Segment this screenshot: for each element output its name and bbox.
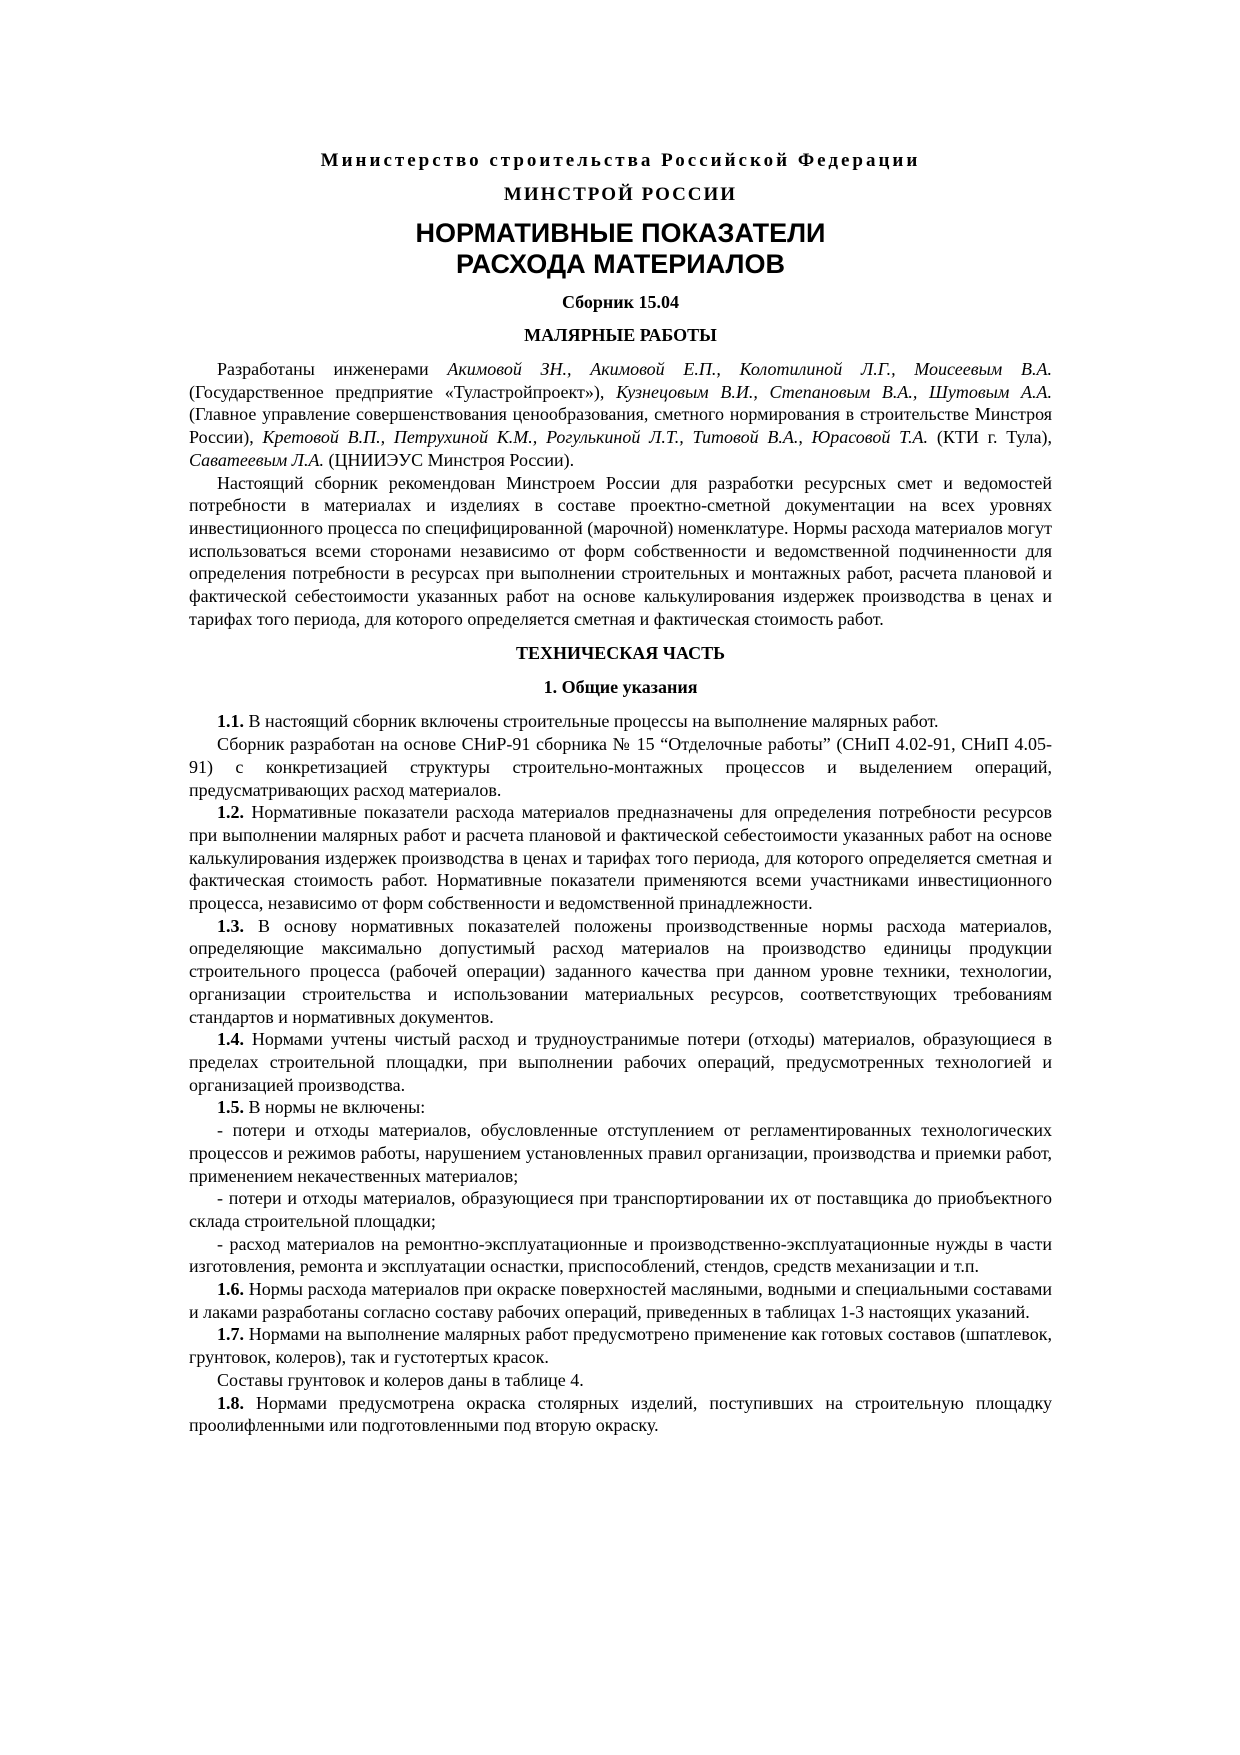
- clause-1-1-continued: Сборник разработан на основе СНиР-91 сборника № 15 “Отделочные работы” (СНиП 4.02-91, СНиП 4.05-91) с конкретизацией структуры строительно-монтажных процессов и выделением операций, предусматривающих расход материалов.: [189, 734, 1052, 800]
- clause-1-5-item-a: - потери и отходы материалов, обусловленные отступлением от регламентированных технологических процессов и режимов работы, нарушением установленных правил организации, производства и приемки работ, применением некачественных материалов;: [189, 1120, 1052, 1186]
- clause-1-6: 1.6. Нормы расхода материалов при окраске поверхностей масляными, водными и специальными составами и лаками разработаны согласно составу рабочих операций, приведенных в таблицах 1-3 настоящих указаний.: [189, 1279, 1052, 1322]
- clause-1-7: 1.7. Нормами на выполнение малярных работ предусмотрено применение как готовых составов (шпатлевок, грунтовок, колеров), так и густотертых красок.: [189, 1324, 1052, 1368]
- clause-1-8: 1.8. Нормами предусмотрена окраска столярных изделий, поступивших на строительную площадку проолифленными или подготовленными под вторую окраску.: [189, 1392, 1052, 1436]
- ministry-name: Министерство строительства Российской Федерации: [320, 150, 921, 171]
- clause-1-3: 1.3. В основу нормативных показателей положены производственные нормы расхода материалов, определяющие максимально допустимый расход материалов на производство единицы продукции строительного процесса (рабочей операции) заданного качества при данном уровне техники, технологии, организации строительства и использовании материальных ресурсов, соответствующих требованиям стандартов и нормативных документов.: [189, 915, 1052, 1027]
- clause-1-7-continued: Составы грунтовок и колеров даны в таблице 4.: [217, 1369, 584, 1390]
- clause-1-5: 1.5. В нормы не включены:: [217, 1097, 426, 1118]
- clause-1-2: 1.2. Нормативные показатели расхода материалов предназначены для определения потребности ресурсов при выполнении малярных работ и расчета плановой и фактической себестоимости указанных работ на основе калькулирования издержек производства в ценах и тарифах того периода, для которого определяется сметная и фактическая стоимость работ. Нормативные показатели применяются всеми участниками инвестиционного процесса, независимо от форм собственности и ведомственной принадлежности.: [189, 802, 1052, 914]
- clause-1-4: 1.4. Нормами учтены чистый расход и трудноустранимые потери (отходы) материалов, образующиеся в пределах строительной площадки, при выполнении рабочих операций, предусмотренных технологией и организацией производства.: [189, 1029, 1052, 1095]
- title-line-2: РАСХОДА МАТЕРИАЛОВ: [456, 249, 785, 279]
- authors-paragraph: Разработаны инженерами Акимовой ЗН., Акимовой Е.П., Колотилиной Л.Г., Моисеевым В.А. (Государственное предприятие «Туластройпроект»), Кузнецовым В.И., Степановым В.А., Шутовым А.А. (Главное управление совершенствования ценообразования, сметного нормирования в строительстве Минстроя России), Кретовой В.П., Петрухиной К.М., Рогулькиной Л.Т., Титовой В.А., Юрасовой Т.А. (КТИ г. Тула), Саватеевым Л.А. (ЦНИИЭУС Минстроя России).: [189, 359, 1053, 470]
- technical-part-heading: ТЕХНИЧЕСКАЯ ЧАСТЬ: [516, 643, 725, 664]
- title-line-1: НОРМАТИВНЫЕ ПОКАЗАТЕЛИ: [415, 218, 826, 248]
- clause-1-1: 1.1. В настоящий сборник включены строительные процессы на выполнение малярных работ.: [217, 711, 939, 732]
- collection-number: Сборник 15.04: [561, 292, 680, 312]
- work-type-heading: МАЛЯРНЫЕ РАБОТЫ: [524, 325, 717, 345]
- clause-1-5-item-c: - расход материалов на ремонтно-эксплуатационные и производственно-эксплуатационные нужды в части изготовления, ремонта и эксплуатации оснастки, приспособлений, стендов, средств механизации и т.п.: [189, 1233, 1052, 1277]
- document-title: [189, 218, 1052, 280]
- ministry-short-name: МИНСТРОЙ РОССИИ: [503, 184, 738, 205]
- document-body: [189, 144, 1052, 1437]
- general-instructions-heading: 1. Общие указания: [543, 677, 698, 698]
- intro-paragraph: Настоящий сборник рекомендован Минстроем России для разработки ресурсных смет и ведомостей потребности в материалах и изделиях в составе проектно-сметной документации на всех уровнях инвестиционного процесса по специфицированной (марочной) номенклатуре. Нормы расхода материалов могут использоваться всеми сторонами независимо от форм собственности и ведомственной подчиненности для определения потребности в ресурсах при выполнении строительных и монтажных работ, расчета плановой и фактической себестоимости указанных работ на основе калькулирования издержек производства в ценах и тарифах того периода, для которого определяется сметная и фактическая стоимость работ.: [189, 472, 1052, 629]
- clause-1-5-item-b: - потери и отходы материалов, образующиеся при транспортировании их от поставщика до приобъектного склада строительной площадки;: [189, 1188, 1052, 1231]
